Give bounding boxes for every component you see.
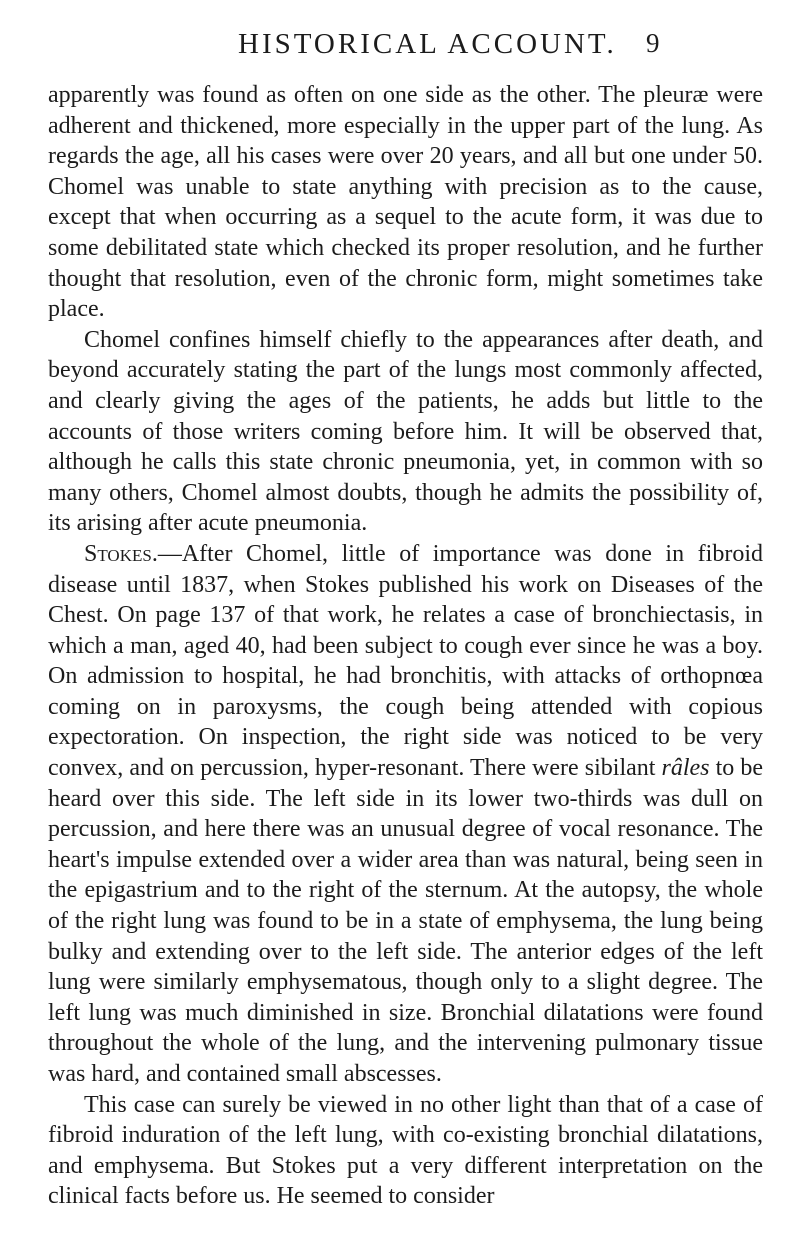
italic-term-rales: râles (661, 755, 710, 782)
paragraph-3 (48, 539, 763, 1090)
paragraph-3-text-part-2: to be heard over this side. The left side in its lower two-thirds was dull on percussion, and here there was an unusual degree of vocal resonance. The heart's impulse extended over a wider area than was natural, being seen in the epigastrium and to the right of the sternum. At the autopsy, the whole of the right lung was found to be in a state of emphysema, the lung being bulky and extending over to the left side. The anterior edges of the left lung were similarly emphysematous, though only to a slight degree. The left lung was much diminished in size. Bronchial dilatations were found throughout the whole of the lung, and the intervening pulmonary tissue was hard, and contained small abscesses. (48, 755, 763, 1087)
paragraph-4: This case can surely be viewed in no other light than that of a case of fibroid induration of the left lung, with co-existing bronchial dilatations, and emphysema. But Stokes put a very different interpretation on the clinical facts before us. He seemed to consider (48, 1091, 763, 1210)
paragraph-1: apparently was found as often on one side as the other. The pleuræ were adherent and thickened, more especially in the upper part of the lung. As regards the age, all his cases were over 20 years, and all but one under 50. Chomel was unable to state anything with precision as to the cause, except that when occurring as a sequel to the acute form, it was due to some debilitated state which checked its proper resolution, and he further thought that resolution, even of the chronic form, might sometimes take place. (48, 82, 763, 323)
paragraph-3-text-part-1: —After Chomel, little of importance was done in fibroid disease until 1837, when Stokes published his work on Diseases of the Chest. On page 137 of that work, he relates a case of bronchiectasis, in which a man, aged 40, had been subject to cough ever since he was a boy. On admission to hospital, he had bronchitis, with attacks of orthopnœa coming on in paroxysms, the cough being attended with copious expectoration. On inspection, the right side was noticed to be very convex, and on percussion, hyper-resonant. There were sibilant (48, 540, 763, 782)
section-lead-stokes: Stokes. (84, 540, 158, 567)
body-text (48, 80, 763, 1212)
page-number: 9 (646, 28, 660, 58)
running-head-title: HISTORICAL ACCOUNT. (238, 28, 617, 60)
running-head (0, 28, 801, 68)
paragraph-2: Chomel confines himself chiefly to the appearances after death, and beyond accurately stating the part of the lungs most commonly affected, and clearly giving the ages of the patients, he adds but little to the accounts of those writers coming before him. It will be observed that, although he calls this state chronic pneumonia, yet, in common with so many others, Chomel almost doubts, though he admits the possibility of, its arising after acute pneumonia. (48, 326, 763, 537)
